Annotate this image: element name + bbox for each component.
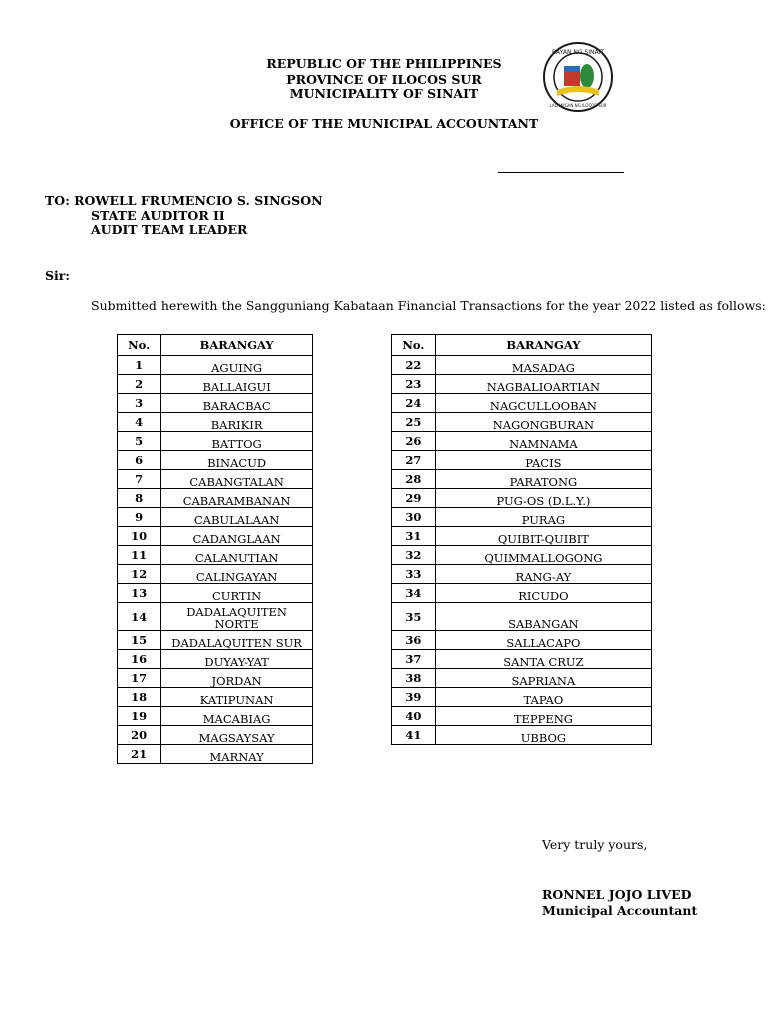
addressee-title2: AUDIT TEAM LEADER — [91, 222, 248, 237]
barangay-table-left — [117, 334, 313, 764]
row-barangay: MARNAY — [161, 745, 313, 764]
table-row — [118, 470, 313, 489]
table-row — [118, 451, 313, 470]
table-row — [118, 413, 313, 432]
row-barangay: DUYAY-YAT — [161, 650, 313, 669]
row-number: 25 — [392, 413, 436, 432]
table-row — [118, 375, 313, 394]
row-number: 26 — [392, 432, 436, 451]
table-row — [118, 707, 313, 726]
table-row — [392, 470, 652, 489]
table-row — [118, 565, 313, 584]
municipal-seal — [543, 42, 613, 112]
row-number: 8 — [118, 489, 161, 508]
row-barangay: NAMNAMA — [435, 432, 651, 451]
table-row — [118, 508, 313, 527]
row-number: 28 — [392, 470, 436, 489]
row-number: 24 — [392, 394, 436, 413]
row-barangay: DADALAQUITEN SUR — [161, 631, 313, 650]
table-row — [392, 688, 652, 707]
row-barangay: SALLACAPO — [435, 631, 651, 650]
salutation: Sir: — [45, 268, 70, 283]
row-number: 12 — [118, 565, 161, 584]
table-row — [392, 394, 652, 413]
table-row — [118, 688, 313, 707]
row-barangay: BATTOG — [161, 432, 313, 451]
row-barangay: PACIS — [435, 451, 651, 470]
row-number: 16 — [118, 650, 161, 669]
row-number: 40 — [392, 707, 436, 726]
row-number: 3 — [118, 394, 161, 413]
row-number: 31 — [392, 527, 436, 546]
row-barangay: PARATONG — [435, 470, 651, 489]
row-number: 29 — [392, 489, 436, 508]
table-row — [118, 394, 313, 413]
row-barangay: TAPAO — [435, 688, 651, 707]
header-republic: REPUBLIC OF THE PHILIPPINES — [266, 56, 502, 71]
row-number: 1 — [118, 356, 161, 375]
table-header-row — [392, 335, 652, 356]
table-row — [392, 546, 652, 565]
row-number: 17 — [118, 669, 161, 688]
row-number: 20 — [118, 726, 161, 745]
row-barangay: BARACBAC — [161, 394, 313, 413]
row-number: 11 — [118, 546, 161, 565]
seal-top-text: BAYAN NG SINAIT — [551, 49, 605, 56]
row-barangay: CABANGTALAN — [161, 470, 313, 489]
col-no-header: No. — [392, 335, 436, 356]
signatory-position: Municipal Accountant — [542, 903, 698, 918]
table-row — [392, 707, 652, 726]
row-number: 36 — [392, 631, 436, 650]
table-row — [392, 527, 652, 546]
row-number: 33 — [392, 565, 436, 584]
row-barangay: UBBOG — [435, 726, 651, 745]
table-row — [392, 489, 652, 508]
seal-shield-blue — [564, 66, 580, 72]
row-number: 7 — [118, 470, 161, 489]
row-barangay: BARIKIR — [161, 413, 313, 432]
row-barangay: SANTA CRUZ — [435, 650, 651, 669]
seal-plant-icon — [580, 64, 594, 88]
barangay-table-right — [391, 334, 652, 745]
header-municipality: MUNICIPALITY OF SINAIT — [289, 86, 479, 101]
table-row — [392, 451, 652, 470]
col-no-header: No. — [118, 335, 161, 356]
row-barangay: PUG-OS (D.L.Y.) — [435, 489, 651, 508]
row-barangay: NAGCULLOOBAN — [435, 394, 651, 413]
row-number: 32 — [392, 546, 436, 565]
table-row — [392, 584, 652, 603]
col-barangay-header: BARANGAY — [435, 335, 651, 356]
row-number: 37 — [392, 650, 436, 669]
table-row — [392, 432, 652, 451]
row-barangay: BINACUD — [161, 451, 313, 470]
row-number: 27 — [392, 451, 436, 470]
row-number: 2 — [118, 375, 161, 394]
row-number: 13 — [118, 584, 161, 603]
row-barangay: MAGSAYSAY — [161, 726, 313, 745]
date-line — [498, 172, 624, 173]
row-barangay: KATIPUNAN — [161, 688, 313, 707]
row-barangay: DADALAQUITEN NORTE — [161, 603, 313, 631]
row-barangay: NAGONGBURAN — [435, 413, 651, 432]
row-barangay: JORDAN — [161, 669, 313, 688]
row-barangay: RANG-AY — [435, 565, 651, 584]
row-barangay: AGUING — [161, 356, 313, 375]
header-office: OFFICE OF THE MUNICIPAL ACCOUNTANT — [229, 116, 539, 131]
row-barangay: RICUDO — [435, 584, 651, 603]
row-barangay: SAPRIANA — [435, 669, 651, 688]
row-number: 39 — [392, 688, 436, 707]
row-number: 38 — [392, 669, 436, 688]
row-barangay: CALINGAYAN — [161, 565, 313, 584]
table-row — [118, 546, 313, 565]
row-barangay: MACABIAG — [161, 707, 313, 726]
table-row — [118, 745, 313, 764]
seal-bottom-text: LALAWIGAN NG ILOCOS SUR — [549, 103, 607, 108]
header-province: PROVINCE OF ILOCOS SUR — [286, 72, 482, 87]
row-barangay: CALANUTIAN — [161, 546, 313, 565]
table-row — [392, 669, 652, 688]
body-text: Submitted herewith the Sangguniang Kabataan Financial Transactions for the year 2022 listed as follows: — [91, 298, 766, 313]
table-row — [392, 726, 652, 745]
row-barangay: CADANGLAAN — [161, 527, 313, 546]
table-row — [118, 356, 313, 375]
row-barangay: BALLAIGUI — [161, 375, 313, 394]
row-number: 14 — [118, 603, 161, 631]
table-row — [392, 650, 652, 669]
row-barangay: SABANGAN — [435, 603, 651, 631]
table-row — [392, 508, 652, 527]
table-row — [118, 584, 313, 603]
table-row — [118, 603, 313, 631]
row-barangay: PURAG — [435, 508, 651, 527]
table-row — [118, 432, 313, 451]
row-number: 9 — [118, 508, 161, 527]
row-barangay: QUIMMALLOGONG — [435, 546, 651, 565]
addressee-to: TO: ROWELL FRUMENCIO S. SINGSON — [45, 193, 323, 208]
table-row — [118, 669, 313, 688]
row-number: 35 — [392, 603, 436, 631]
row-barangay: CABARAMBANAN — [161, 489, 313, 508]
row-barangay: MASADAG — [435, 356, 651, 375]
row-number: 30 — [392, 508, 436, 527]
row-number: 15 — [118, 631, 161, 650]
row-number: 10 — [118, 527, 161, 546]
row-number: 4 — [118, 413, 161, 432]
row-number: 6 — [118, 451, 161, 470]
addressee-title1: STATE AUDITOR II — [91, 208, 225, 223]
complimentary-close: Very truly yours, — [542, 837, 648, 852]
table-row — [392, 356, 652, 375]
table-row — [392, 603, 652, 631]
table-row — [118, 631, 313, 650]
table-header-row — [118, 335, 313, 356]
table-row — [392, 413, 652, 432]
table-row — [118, 527, 313, 546]
signatory-name: RONNEL JOJO LIVED — [542, 887, 692, 902]
row-number: 41 — [392, 726, 436, 745]
row-number: 21 — [118, 745, 161, 764]
row-barangay: CABULALAAN — [161, 508, 313, 527]
table-row — [118, 489, 313, 508]
table-row — [118, 650, 313, 669]
col-barangay-header: BARANGAY — [161, 335, 313, 356]
row-barangay: NAGBALIOARTIAN — [435, 375, 651, 394]
row-barangay: CURTIN — [161, 584, 313, 603]
row-barangay: QUIBIT-QUIBIT — [435, 527, 651, 546]
table-row — [392, 631, 652, 650]
row-barangay: TEPPENG — [435, 707, 651, 726]
row-number: 22 — [392, 356, 436, 375]
table-row — [118, 726, 313, 745]
table-row — [392, 375, 652, 394]
row-number: 5 — [118, 432, 161, 451]
row-number: 18 — [118, 688, 161, 707]
seal-graphic — [543, 42, 613, 112]
table-row — [392, 565, 652, 584]
row-number: 34 — [392, 584, 436, 603]
row-number: 19 — [118, 707, 161, 726]
row-number: 23 — [392, 375, 436, 394]
